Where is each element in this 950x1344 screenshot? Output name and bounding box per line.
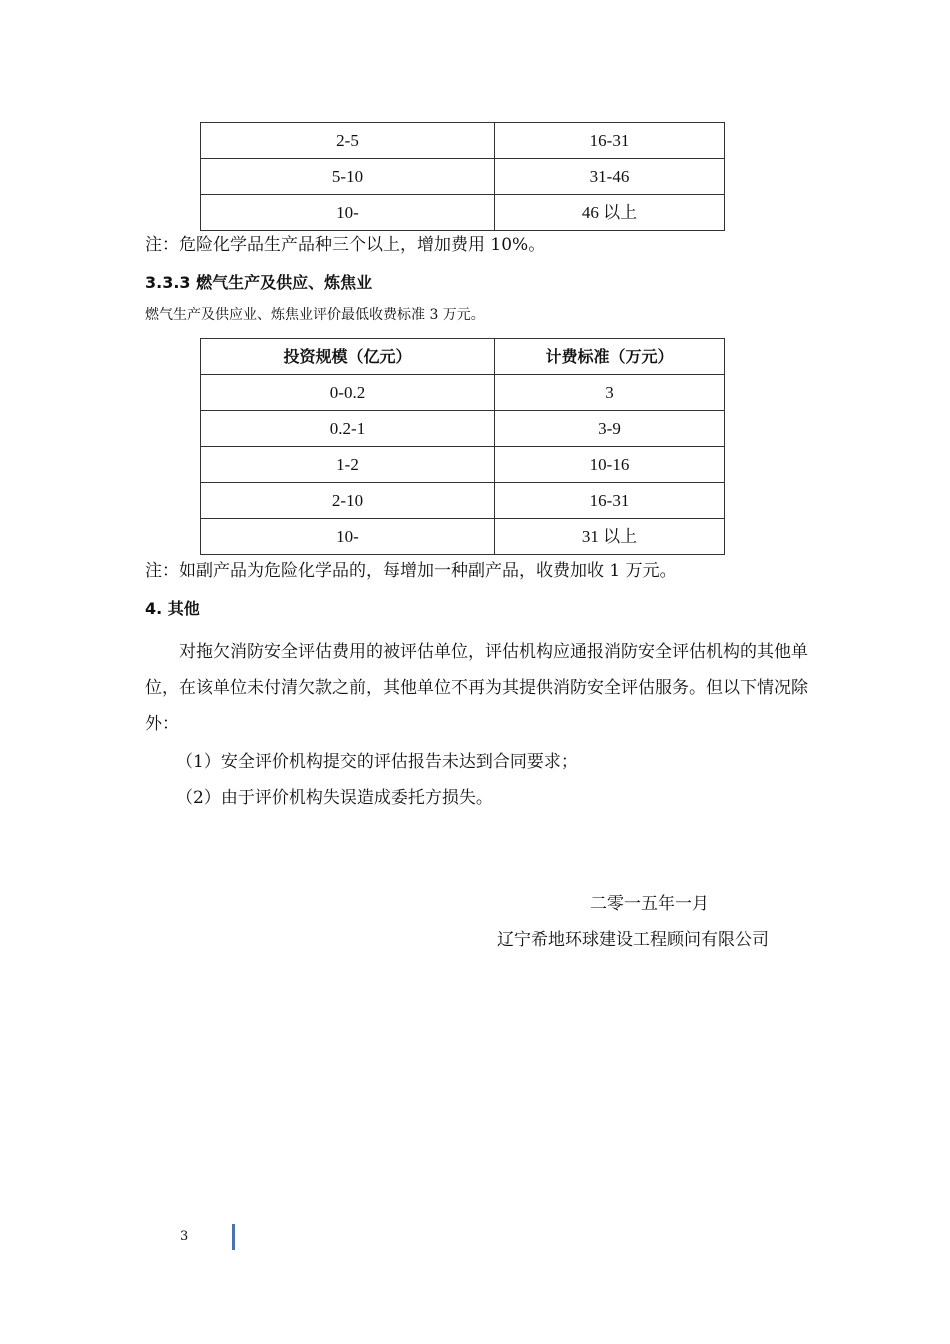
page-number: 3	[180, 1229, 189, 1244]
table-cell: 1-2	[201, 447, 495, 483]
table-cell: 0-0.2	[201, 375, 495, 411]
table-header-row	[201, 339, 725, 375]
table-row	[201, 123, 725, 159]
table-row	[201, 519, 725, 555]
table-cell: 31-46	[495, 159, 725, 195]
table-row	[201, 411, 725, 447]
table-note: 注：危险化学品生产品种三个以上，增加费用 10%。	[145, 235, 546, 255]
footer-accent-bar	[232, 1224, 235, 1250]
table-row	[201, 159, 725, 195]
list-item: （1）安全评价机构提交的评估报告未达到合同要求；	[176, 752, 578, 772]
table-cell: 3-9	[495, 411, 725, 447]
table-cell: 5-10	[201, 159, 495, 195]
fee-table-continued	[200, 122, 725, 231]
column-header: 投资规模（亿元）	[201, 339, 495, 375]
table-cell: 10-	[201, 195, 495, 231]
table-row	[201, 195, 725, 231]
section-paragraph	[145, 634, 808, 742]
table-note: 注：如副产品为危险化学品的，每增加一种副产品，收费加收 1 万元。	[145, 561, 677, 581]
column-header: 计费标准（万元）	[495, 339, 725, 375]
signature-date: 二零一五年一月	[590, 894, 709, 914]
table-cell: 31 以上	[495, 519, 725, 555]
table-row	[201, 447, 725, 483]
table-cell: 10-16	[495, 447, 725, 483]
table-cell: 16-31	[495, 483, 725, 519]
table-cell: 2-5	[201, 123, 495, 159]
section-heading: 3.3.3 燃气生产及供应、炼焦业	[145, 273, 373, 292]
section-intro: 燃气生产及供应业、炼焦业评价最低收费标准 3 万元。	[145, 307, 485, 323]
list-item: （2）由于评价机构失误造成委托方损失。	[176, 788, 493, 808]
table-row	[201, 375, 725, 411]
table-cell: 46 以上	[495, 195, 725, 231]
table-cell: 0.2-1	[201, 411, 495, 447]
table-row	[201, 483, 725, 519]
body-paragraph: 对拖欠消防安全评估费用的被评估单位，评估机构应通报消防安全评估机构的其他单位，在该单位未付清欠款之前，其他单位不再为其提供消防安全评估服务。但以下情况除外：	[145, 642, 808, 734]
table-cell: 2-10	[201, 483, 495, 519]
signature-company: 辽宁希地环球建设工程顾问有限公司	[497, 930, 769, 950]
table-cell: 10-	[201, 519, 495, 555]
fee-table	[200, 338, 725, 555]
table-cell: 16-31	[495, 123, 725, 159]
table-cell: 3	[495, 375, 725, 411]
section-heading: 4. 其他	[145, 599, 200, 618]
